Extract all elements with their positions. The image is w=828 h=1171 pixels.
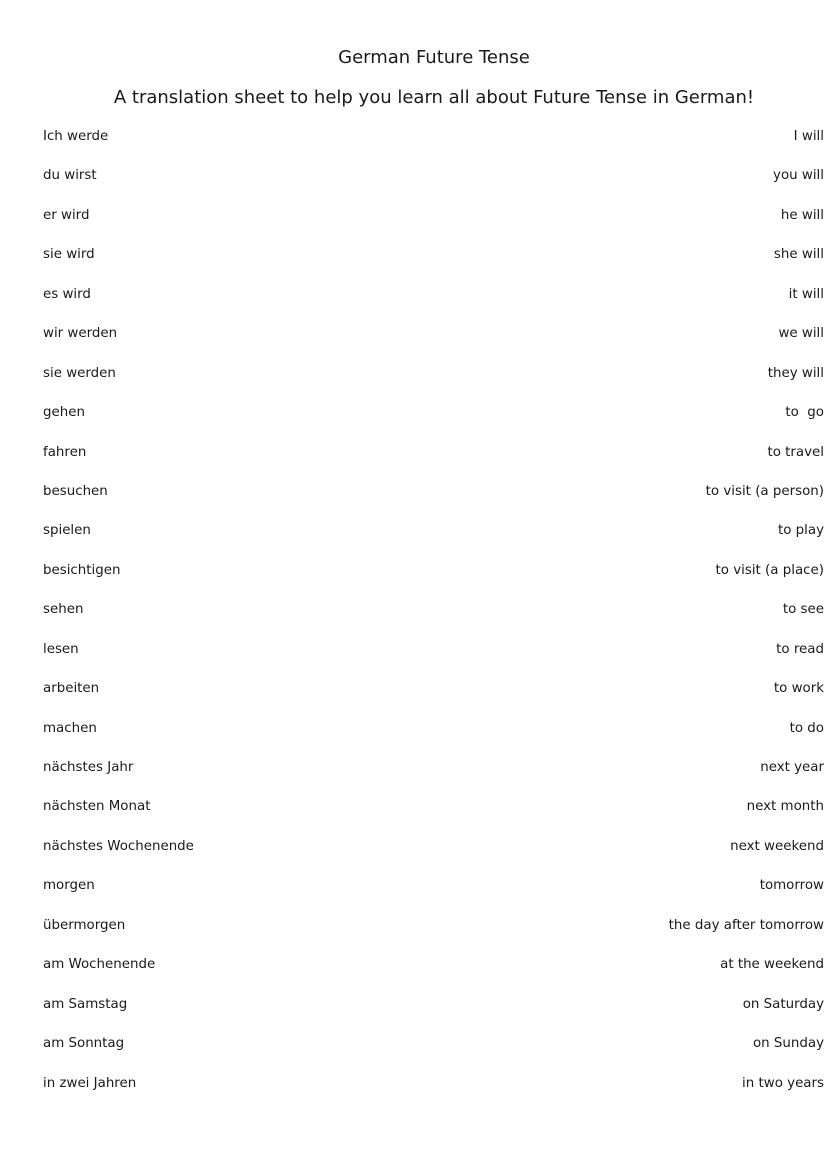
english-translation: she will: [773, 247, 824, 263]
english-translation: to go: [785, 405, 824, 421]
german-term: am Wochenende: [43, 957, 156, 973]
vocab-row: [43, 520, 824, 559]
page-title: German Future Tense: [338, 47, 530, 68]
english-translation: to do: [789, 720, 824, 736]
vocab-row: [43, 994, 824, 1033]
english-translation: on Sunday: [752, 1036, 824, 1052]
english-translation: on Saturday: [742, 996, 824, 1012]
german-term: wir werden: [43, 326, 118, 342]
english-translation: he will: [780, 207, 824, 223]
english-translation: at the weekend: [720, 957, 824, 973]
vocab-row: [43, 836, 824, 875]
vocab-row: [43, 757, 824, 796]
vocab-row: [43, 1073, 824, 1112]
english-translation: next month: [746, 799, 824, 815]
english-translation: the day after tomorrow: [668, 917, 824, 933]
german-term: spielen: [43, 523, 91, 539]
english-translation: next year: [760, 760, 824, 775]
english-translation: to work: [773, 681, 824, 697]
vocab-row: [43, 599, 824, 638]
vocab-row: [43, 678, 824, 717]
german-term: Ich werde: [43, 129, 109, 144]
english-translation: it will: [788, 286, 824, 302]
vocab-row: [43, 442, 824, 481]
vocab-row: [43, 284, 824, 323]
english-translation: next weekend: [730, 838, 824, 854]
english-translation: to read: [776, 641, 824, 657]
vocab-row: [43, 244, 824, 283]
english-translation: in two years: [742, 1075, 824, 1091]
german-term: morgen: [43, 878, 95, 894]
vocab-row: [43, 915, 824, 954]
german-term: du wirst: [43, 168, 97, 184]
german-term: arbeiten: [43, 681, 100, 697]
german-term: am Samstag: [43, 996, 128, 1012]
english-translation: to visit (a person): [705, 483, 824, 499]
german-term: in zwei Jahren: [43, 1075, 137, 1091]
german-term: sie wird: [43, 247, 95, 263]
vocab-row: [43, 126, 824, 165]
vocab-row: [43, 205, 824, 244]
english-translation: to visit (a place): [715, 562, 824, 578]
english-translation: to see: [782, 602, 824, 618]
german-term: besuchen: [43, 483, 108, 499]
english-translation: tomorrow: [759, 878, 824, 894]
german-term: fahren: [43, 444, 87, 460]
english-translation: you will: [773, 168, 824, 184]
vocab-row: [43, 481, 824, 520]
german-term: gehen: [43, 405, 85, 421]
vocab-row: [43, 718, 824, 757]
german-term: machen: [43, 720, 97, 736]
german-term: besichtigen: [43, 562, 121, 578]
vocab-row: [43, 796, 824, 835]
german-term: es wird: [43, 286, 91, 302]
vocab-row: [43, 875, 824, 914]
english-translation: I will: [793, 129, 824, 144]
german-term: am Sonntag: [43, 1036, 125, 1052]
vocabulary-list: [43, 126, 824, 1112]
german-term: übermorgen: [43, 917, 126, 933]
vocab-row: [43, 560, 824, 599]
english-translation: we will: [778, 326, 824, 342]
vocab-row: [43, 639, 824, 678]
english-translation: they will: [767, 365, 824, 381]
german-term: lesen: [43, 641, 79, 657]
german-term: nächstes Wochenende: [43, 838, 194, 854]
vocab-row: [43, 363, 824, 402]
english-translation: to play: [777, 523, 824, 539]
german-term: sehen: [43, 602, 84, 618]
vocab-row: [43, 323, 824, 362]
vocab-row: [43, 165, 824, 204]
page-subtitle: A translation sheet to help you learn all about Future Tense in German!: [113, 87, 755, 108]
english-translation: to travel: [767, 444, 824, 460]
german-term: nächstes Jahr: [43, 760, 134, 775]
german-term: sie werden: [43, 365, 116, 381]
vocab-row: [43, 1033, 824, 1072]
vocab-row: [43, 402, 824, 441]
vocab-row: [43, 954, 824, 993]
german-term: er wird: [43, 207, 90, 223]
german-term: nächsten Monat: [43, 799, 151, 815]
